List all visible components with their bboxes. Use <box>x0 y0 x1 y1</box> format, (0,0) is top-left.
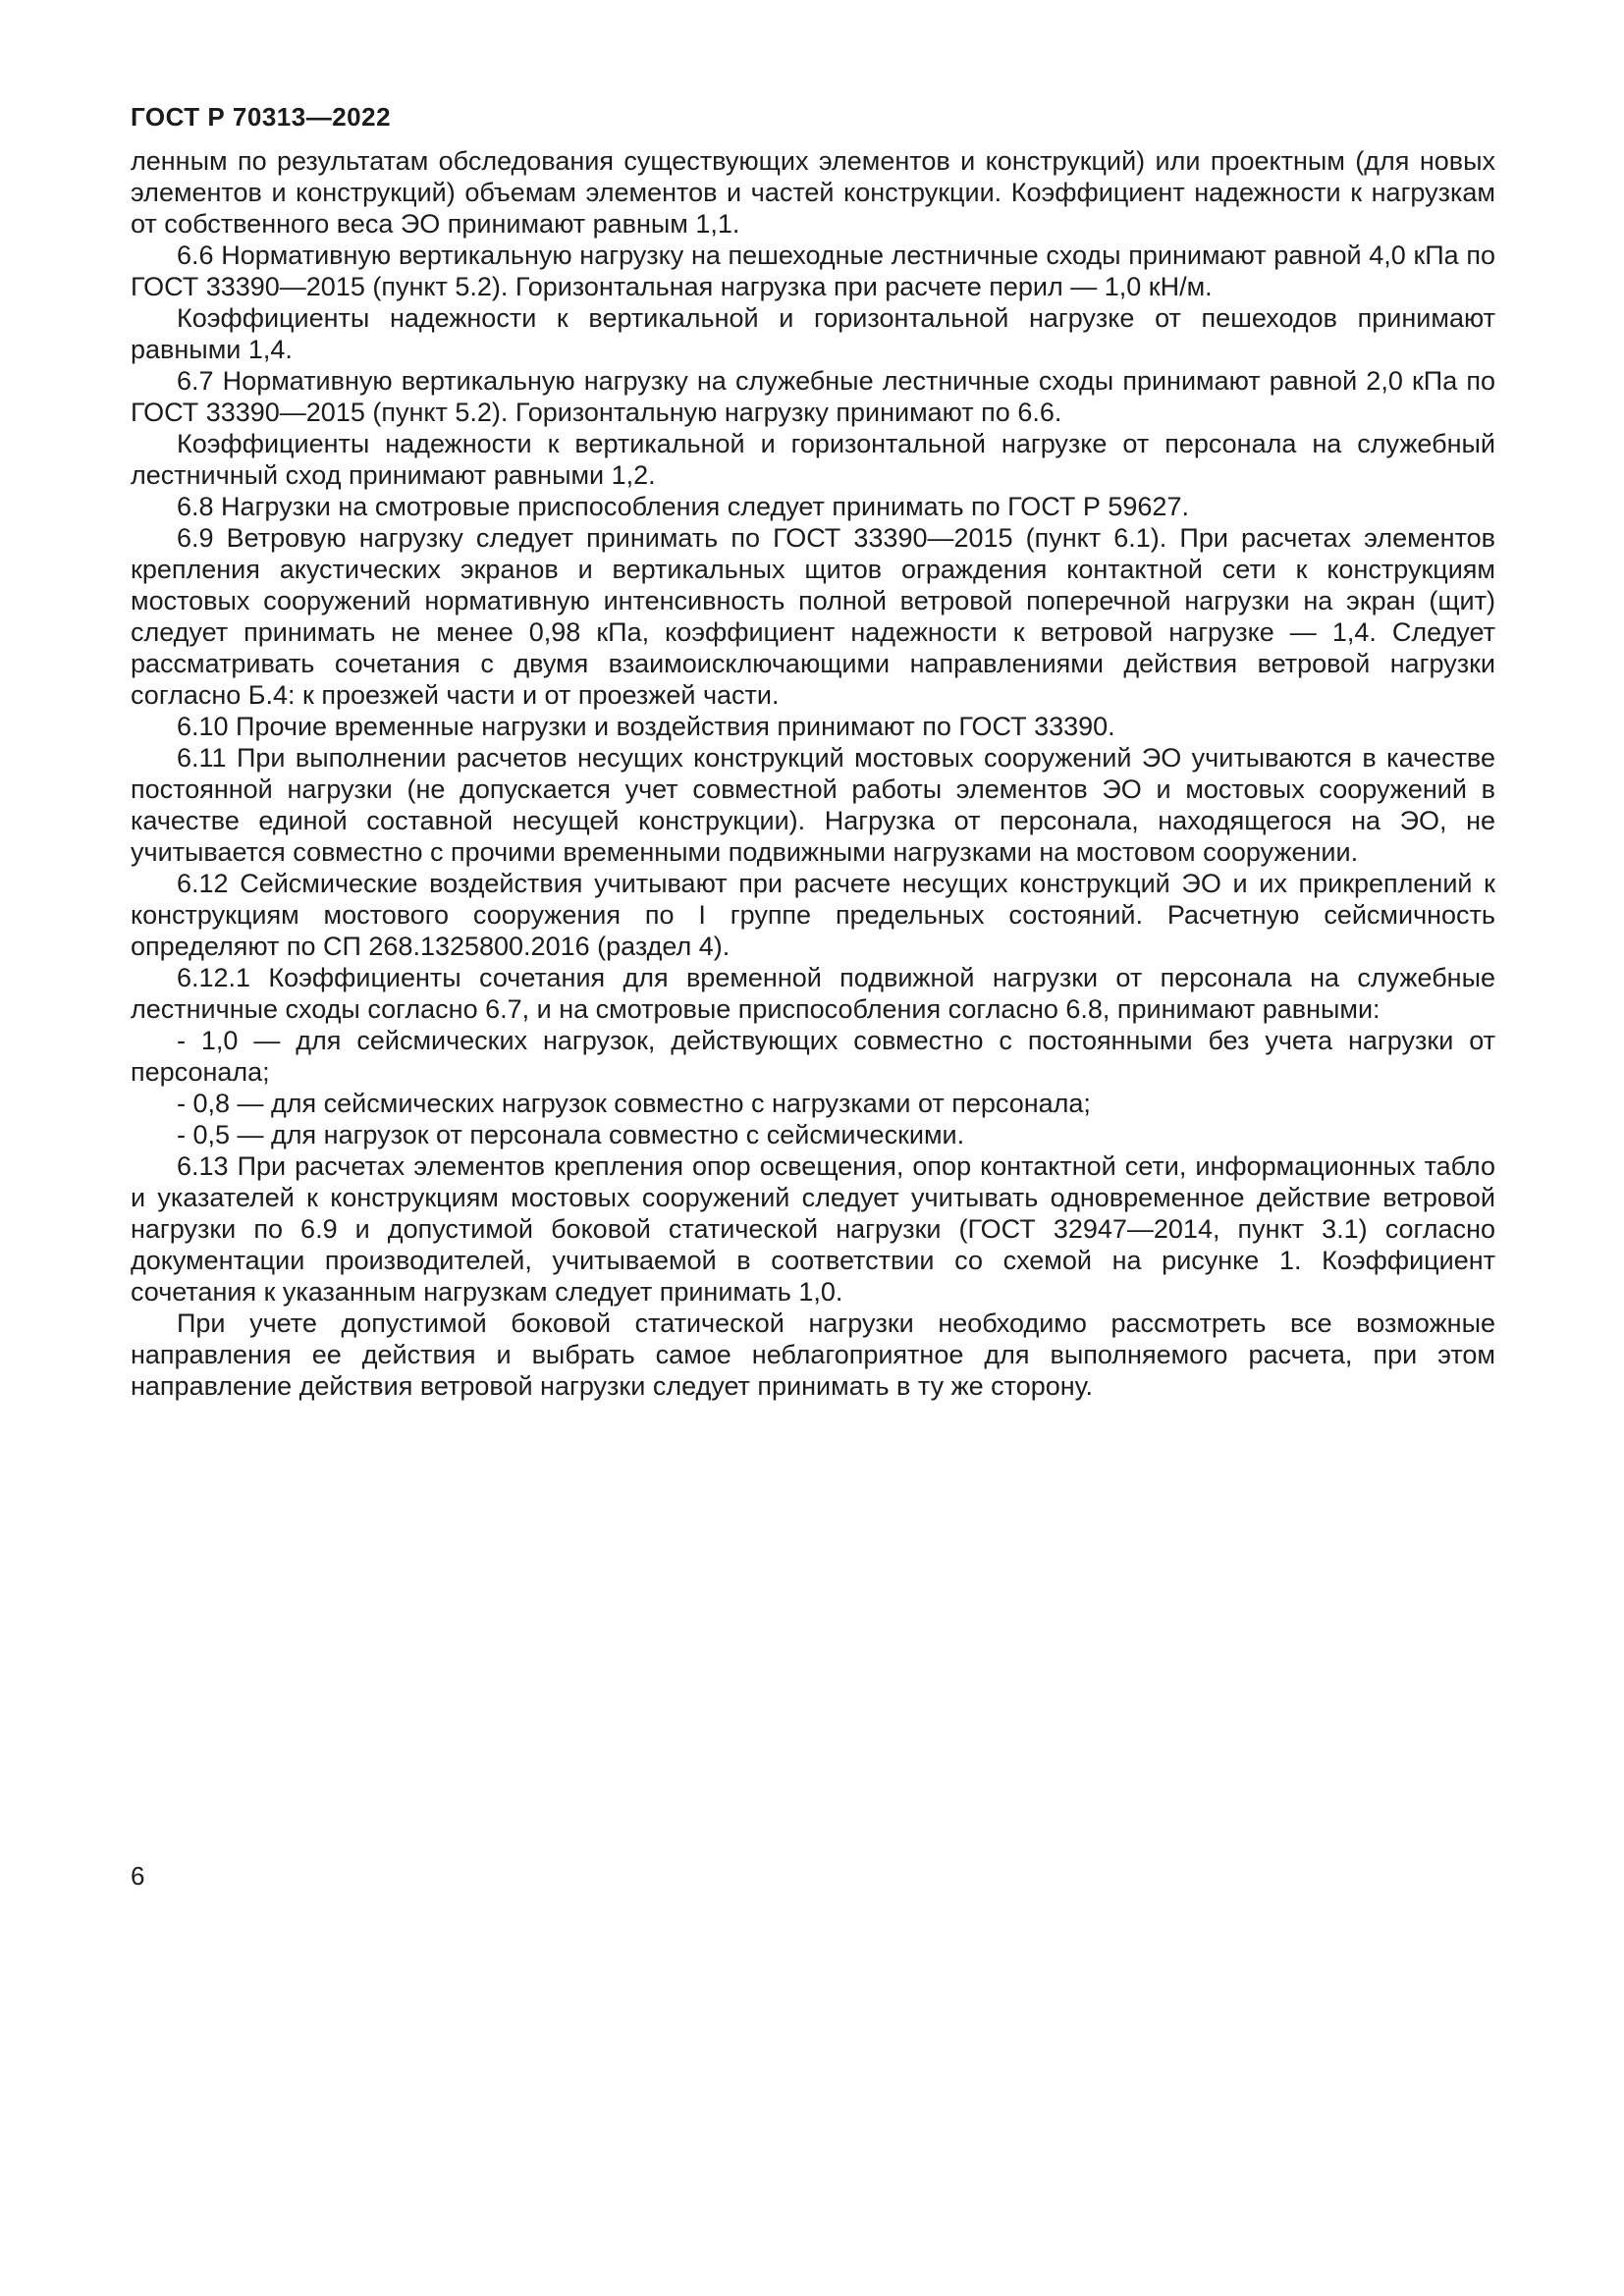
clause-6-6-note: Коэффициенты надежности к вертикальной и горизонтальной нагрузке от пешеходов принимают равными 1,4. <box>131 303 1495 364</box>
clause-6-9: 6.9 Ветровую нагрузку следует принимать по ГОСТ 33390—2015 (пункт 6.1). При расчетах элементов крепления акустических экранов и вертикальных щитов ограждения контактной сети к конструкциям мостовых сооружений нормативную интенсивность полной ветровой поперечной нагрузки на экран (щит) следует принимать не менее 0,98 кПа, коэффициент надежности к ветровой нагрузке — 1,4. Следует рассматривать сочетания с двумя взаимоисключающими направлениями действия ветровой нагрузки согласно Б.4: к проезжей части и от проезжей части. <box>131 523 1495 710</box>
list-item-1: - 1,0 — для сейсмических нагрузок, действующих совместно с постоянными без учета нагрузки от персонала; <box>131 1026 1495 1087</box>
clause-6-13: 6.13 При расчетах элементов крепления опор освещения, опор контактной сети, информационных табло и указателей к конструкциям мостовых сооружений следует учитывать одновременное действие ветровой нагрузки по 6.9 и допустимой боковой статической нагрузки (ГОСТ 32947—2014, пункт 3.1) согласно документации производителей, учитываемой в соответствии со схемой на рисунке 1. Коэффициент сочетания к указанным нагрузкам следует принимать 1,0. <box>131 1151 1495 1307</box>
document-body <box>131 145 1495 1402</box>
page-number: 6 <box>131 1861 145 1891</box>
clause-6-6: 6.6 Нормативную вертикальную нагрузку на пешеходные лестничные сходы принимают равной 4,0 кПа по ГОСТ 33390—2015 (пункт 5.2). Горизонтальная нагрузка при расчете перил — 1,0 кН/м. <box>131 240 1495 301</box>
clause-6-12-1: 6.12.1 Коэффициенты сочетания для временной подвижной нагрузки от персонала на служебные лестничные сходы согласно 6.7, и на смотровые приспособления согласно 6.8, принимают равными: <box>131 963 1495 1024</box>
paragraph-continuation: ленным по результатам обследования существующих элементов и конструкций) или проектным (для новых элементов и конструкций) объемам элементов и частей конструкции. Коэффициент надежности к нагрузкам от собственного веса ЭО принимают равным 1,1. <box>131 146 1495 239</box>
clause-6-12: 6.12 Сейсмические воздействия учитывают при расчете несущих конструкций ЭО и их прикреплений к конструкциям мостового сооружения по I группе предельных состояний. Расчетную сейсмичность определяют по СП 268.1325800.2016 (раздел 4). <box>131 869 1495 961</box>
list-item-3: - 0,5 — для нагрузок от персонала совместно с сейсмическими. <box>177 1120 965 1149</box>
clause-6-11: 6.11 При выполнении расчетов несущих конструкций мостовых сооружений ЭО учитываются в качестве постоянной нагрузки (не допускается учет совместной работы элементов ЭО и мостовых сооружений в качестве единой составной несущей конструкции). Нагрузка от персонала, находящегося на ЭО, не учитывается совместно с прочими временными подвижными нагрузками на мостовом сооружении. <box>131 743 1495 867</box>
list-item-2: - 0,8 — для сейсмических нагрузок совместно с нагрузками от персонала; <box>177 1089 1091 1118</box>
clause-6-7: 6.7 Нормативную вертикальную нагрузку на служебные лестничные сходы принимают равной 2,0 кПа по ГОСТ 33390—2015 (пункт 5.2). Горизонтальную нагрузку принимают по 6.6. <box>131 366 1495 427</box>
document-header-standard-number: ГОСТ Р 70313—2022 <box>131 102 392 132</box>
clause-6-8: 6.8 Нагрузки на смотровые приспособления следует принимать по ГОСТ Р 59627. <box>177 492 1189 521</box>
clause-6-7-note: Коэффициенты надежности к вертикальной и горизонтальной нагрузке от персонала на служебный лестничный сход принимают равными 1,2. <box>131 429 1495 490</box>
clause-6-13-note: При учете допустимой боковой статической нагрузки необходимо рассмотреть все возможные направления ее действия и выбрать самое неблагоприятное для выполняемого расчета, при этом направление действия ветровой нагрузки следует принимать в ту же сторону. <box>131 1308 1495 1401</box>
clause-6-10: 6.10 Прочие временные нагрузки и воздействия принимают по ГОСТ 33390. <box>177 712 1115 741</box>
